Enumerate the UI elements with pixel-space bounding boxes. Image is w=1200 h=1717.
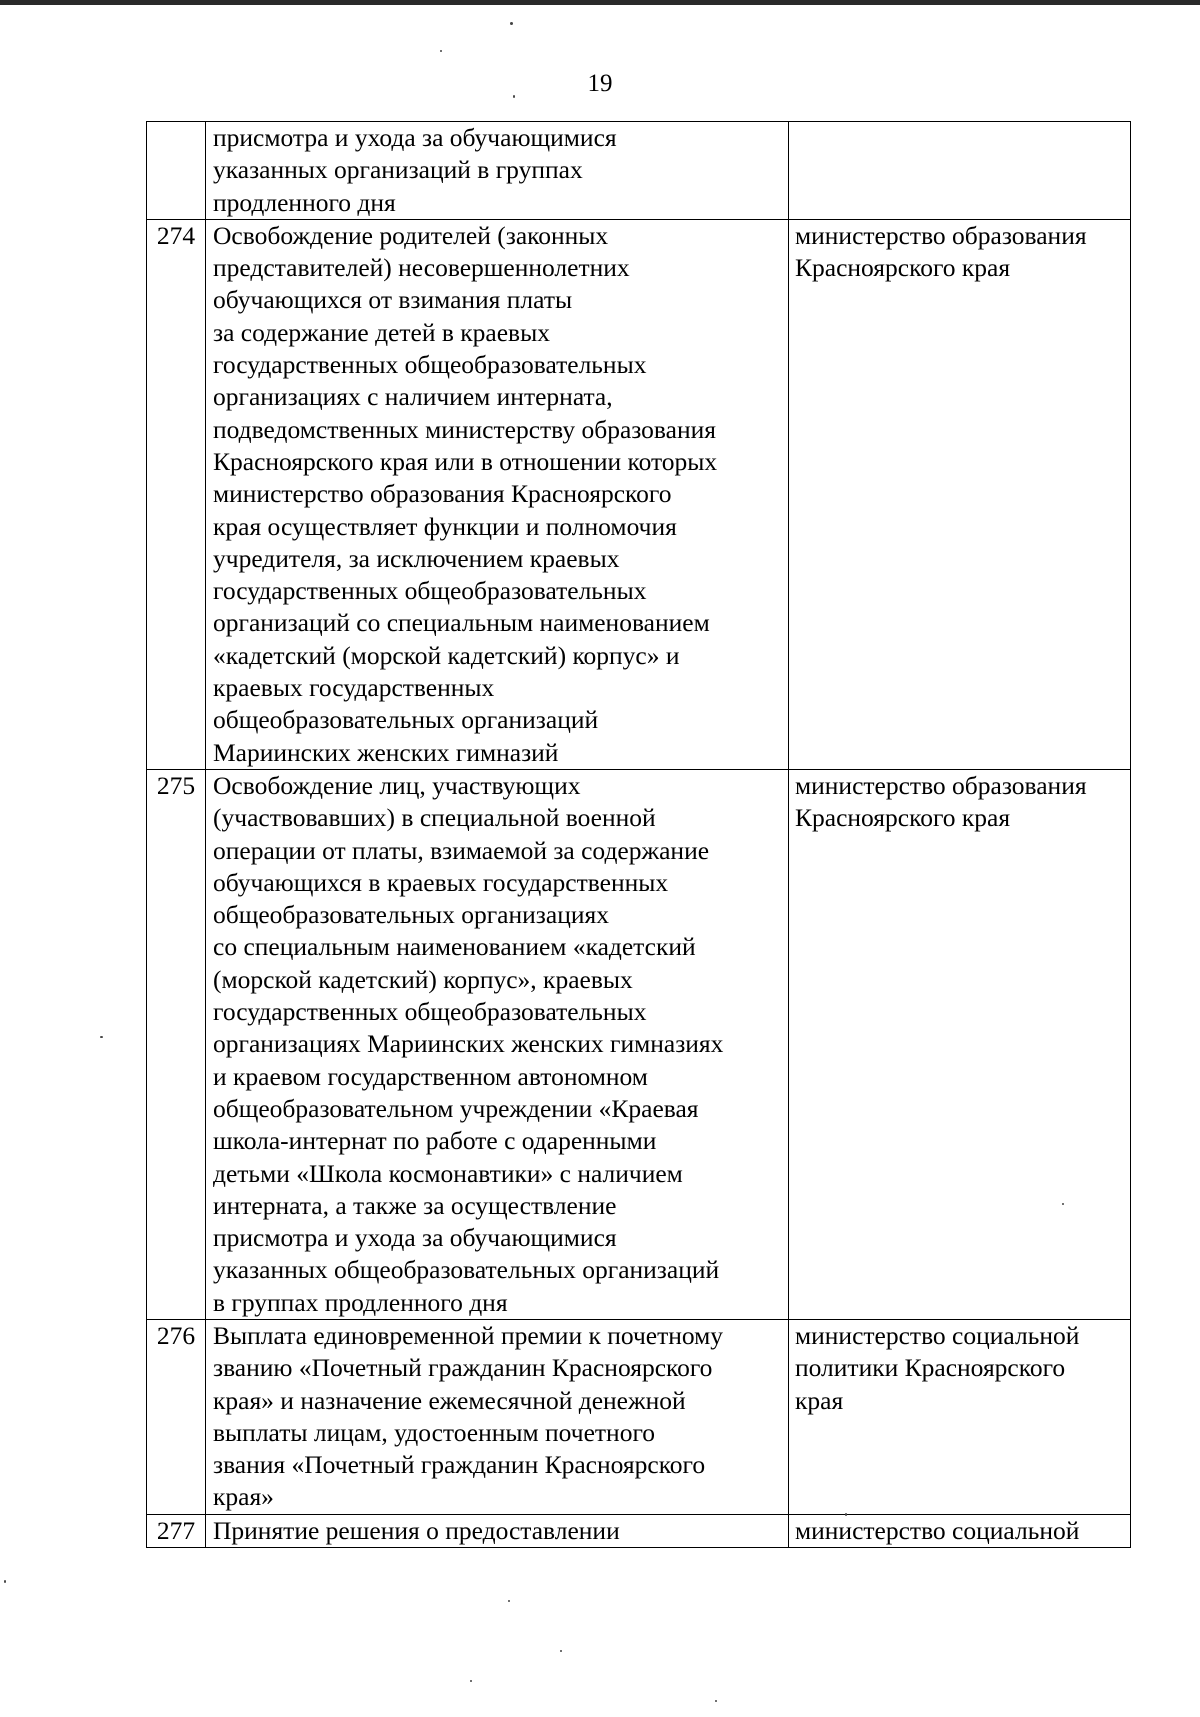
description-line: края»	[213, 1482, 274, 1512]
service-description	[206, 1514, 789, 1547]
row-number: 275	[147, 769, 206, 1319]
description-line: званию «Почетный гражданин Красноярского	[213, 1353, 713, 1383]
description-line: подведомственных министерству образования	[213, 414, 716, 444]
description-line: общеобразовательном учреждении «Краевая	[213, 1093, 699, 1123]
description-line: за содержание детей в краевых	[213, 317, 550, 347]
table-row	[147, 1319, 1131, 1514]
row-number: 276	[147, 1319, 206, 1514]
service-description	[206, 1319, 789, 1514]
description-line: Выплата единовременной премии к почетному	[213, 1320, 724, 1350]
agency-line: края	[795, 1385, 844, 1415]
description-line: организациях с наличием интерната,	[213, 382, 613, 412]
description-line: продленного дня	[213, 187, 396, 217]
description-line: детьми «Школа космонавтики» с наличием	[213, 1158, 683, 1188]
scan-speck	[100, 1036, 103, 1038]
description-line: Освобождение родителей (законных	[213, 220, 609, 250]
page-number: 19	[587, 70, 613, 97]
description-line: государственных общеобразовательных	[213, 997, 647, 1027]
agency-line: Красноярского края	[795, 803, 1011, 833]
description-line: государственных общеобразовательных	[213, 350, 647, 380]
description-line: указанных общеобразовательных организаций	[213, 1255, 720, 1285]
description-line: интерната, а также за осуществление	[213, 1190, 617, 1220]
row-number	[147, 122, 206, 220]
service-description	[206, 769, 789, 1319]
description-line: Освобождение лиц, участвующих	[213, 770, 581, 800]
page-top-edge	[0, 0, 1200, 5]
scan-speck	[845, 1513, 847, 1516]
scan-speck	[4, 1580, 6, 1583]
description-line: (морской кадетский) корпус», краевых	[213, 964, 633, 994]
scan-speck	[560, 1650, 562, 1652]
description-line: операции от платы, взимаемой за содержание	[213, 835, 710, 865]
description-line: края» и назначение ежемесячной денежной	[213, 1385, 686, 1415]
description-line: представителей) несовершеннолетних	[213, 253, 630, 283]
agency-line: политики Красноярского	[795, 1353, 1066, 1383]
table-row	[147, 1514, 1131, 1547]
scan-speck	[440, 50, 442, 52]
row-number: 274	[147, 219, 206, 769]
service-description	[206, 122, 789, 220]
responsible-agency	[789, 219, 1131, 769]
table-row	[147, 769, 1131, 1319]
table-row	[147, 219, 1131, 769]
description-line: и краевом государственном автономном	[213, 1061, 648, 1091]
description-line: «кадетский (морской кадетский) корпус» и	[213, 640, 680, 670]
scan-speck	[508, 1600, 510, 1602]
description-line: учредителя, за исключением краевых	[213, 543, 620, 573]
description-line: Принятие решения о предоставлении	[213, 1515, 620, 1545]
description-line: со специальным наименованием «кадетский	[213, 932, 696, 962]
description-line: края осуществляет функции и полномочия	[213, 511, 677, 541]
scan-speck	[715, 1700, 717, 1702]
table-body	[147, 122, 1131, 1548]
description-line: государственных общеобразовательных	[213, 576, 647, 606]
services-table	[146, 121, 1131, 1548]
description-line: общеобразовательных организациях	[213, 900, 609, 930]
responsible-agency	[789, 1319, 1131, 1514]
scan-speck	[1062, 1203, 1064, 1205]
service-description	[206, 219, 789, 769]
agency-line: министерство образования	[795, 220, 1087, 250]
description-line: (участвовавших) в специальной военной	[213, 803, 656, 833]
description-line: министерство образования Красноярского	[213, 479, 672, 509]
description-line: присмотра и ухода за обучающимися	[213, 123, 617, 152]
description-line: присмотра и ухода за обучающимися	[213, 1223, 617, 1253]
description-line: выплаты лицам, удостоенным почетного	[213, 1417, 656, 1447]
scan-speck	[510, 22, 513, 25]
description-line: в группах продленного дня	[213, 1287, 508, 1317]
table-row	[147, 122, 1131, 220]
description-line: указанных организаций в группах	[213, 155, 583, 185]
scan-speck	[470, 1680, 472, 1682]
description-line: обучающихся от взимания платы	[213, 285, 573, 315]
agency-line: министерство социальной	[795, 1515, 1080, 1545]
description-line: обучающихся в краевых государственных	[213, 867, 669, 897]
description-line: звания «Почетный гражданин Красноярского	[213, 1450, 706, 1480]
row-number: 277	[147, 1514, 206, 1547]
description-line: организациях Мариинских женских гимназиях	[213, 1029, 724, 1059]
responsible-agency	[789, 122, 1131, 220]
agency-line: Красноярского края	[795, 253, 1011, 283]
responsible-agency	[789, 1514, 1131, 1547]
scan-speck	[513, 95, 515, 98]
responsible-agency	[789, 769, 1131, 1319]
agency-line: министерство образования	[795, 770, 1087, 800]
description-line: школа-интернат по работе с одаренными	[213, 1126, 657, 1156]
description-line: Мариинских женских гимназий	[213, 737, 559, 767]
description-line: Красноярского края или в отношении которых	[213, 446, 718, 476]
description-line: краевых государственных	[213, 673, 495, 703]
description-line: общеобразовательных организаций	[213, 705, 599, 735]
description-line: организаций со специальным наименованием	[213, 608, 710, 638]
agency-line: министерство социальной	[795, 1320, 1080, 1350]
